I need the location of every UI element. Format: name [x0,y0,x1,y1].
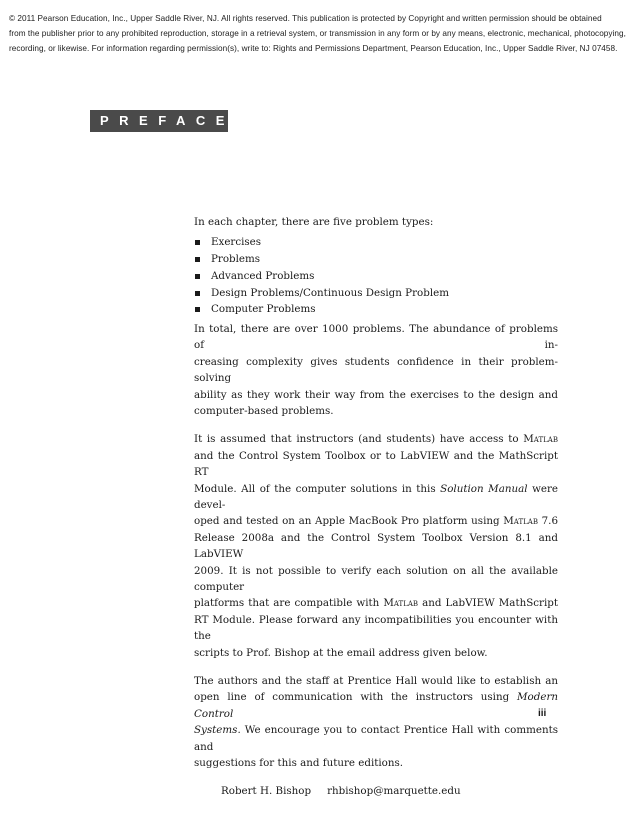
intro-text: In each chapter, there are five problem types: [194,216,434,228]
text-span: and LabVIEW MathScript [418,597,558,610]
text-line: creasing complexity gives students confidence in their problem-solving [194,355,558,385]
text-span: 7.6 [537,515,558,528]
text-line: RT Module. Please forward any incompatibilities you encounter with the [194,613,558,643]
list-item [194,285,558,302]
copyright-line: recording, or likewise. For information regarding permission(s), write to: Rights and Permissions Department, Pearson Education, Inc., Upper Saddle River, NJ 07458. [9,44,618,53]
text-span: . We encourage you to contact Prentice Hall with comments and [194,724,558,753]
author-signature [194,783,558,799]
text-line: In total, there are over 1000 problems. The abundance of problems of in- [194,322,558,352]
list-item-label: Advanced Problems [211,269,315,282]
copyright-line: from the publisher prior to any prohibited reproduction, storage in a retrieval system, or transmission in any form or by any means, electronic, mechanical, photocopying, [9,29,626,38]
bullet-square-icon [195,257,200,262]
text-span: Module. All of the computer solutions in this [194,482,441,495]
matlab-name: Matlab [383,597,419,610]
software-paragraph [194,431,558,661]
matlab-name: Matlab [523,433,558,446]
text-span: oped and tested on an Apple MacBook Pro platform using [194,515,504,528]
preface-body [194,214,558,800]
text-line: and the Control System Toolbox or to LabVIEW and the MathScript RT [194,449,558,479]
author-email: rhbishop@marquette.edu [327,785,461,798]
solution-manual-title: Solution Manual [440,482,528,495]
text-line: The authors and the staff at Prentice Hall would like to establish an [194,675,558,688]
contact-paragraph [194,673,558,771]
text-line [194,431,558,447]
text-line [194,513,558,529]
text-span: open line of communication with the instructors using [194,691,518,704]
book-title: Systems [194,724,238,737]
list-item-label: Design Problems/Continuous Design Problem [211,286,449,299]
matlab-name: Matlab [503,515,538,528]
text-line: scripts to Prof. Bishop at the email address given below. [194,646,488,659]
copyright-line: © 2011 Pearson Education, Inc., Upper Saddle River, NJ. All rights reserved. This publication is protected by Copyright and written permission should be obtained [9,14,602,23]
list-item-label: Exercises [211,236,262,249]
list-item-label: Computer Problems [211,303,316,316]
list-item [194,301,558,318]
text-line [194,722,558,755]
author-name: Robert H. Bishop [221,785,312,798]
list-item [194,268,558,285]
text-line: ability as they work their way from the exercises to the design and [194,388,558,401]
text-span: were devel- [194,482,558,511]
bullet-square-icon [195,274,200,279]
bullet-square-icon [195,307,200,312]
bullet-square-icon [195,240,200,245]
text-line [194,481,558,514]
book-title: Modern Control [194,691,558,720]
text-span: platforms that are compatible with [194,597,384,610]
text-line [194,689,558,722]
page-number: iii [538,708,547,719]
list-item [194,251,558,268]
list-item-label: Problems [211,253,261,266]
chapter-title-bar: PREFACE [90,110,228,132]
text-line: suggestions for this and future editions. [194,757,404,770]
text-line: Release 2008a and the Control System Toolbox Version 8.1 and LabVIEW [194,531,558,561]
problem-type-list [194,234,558,318]
text-span: It is assumed that instructors (and students) have access to [194,433,524,446]
text-line: 2009. It is not possible to verify each solution on all the available computer [194,564,558,594]
text-line: computer-based problems. [194,404,334,417]
text-line [194,595,558,611]
problem-count-paragraph [194,321,558,419]
bullet-square-icon [195,291,200,296]
list-item [194,234,558,251]
copyright-notice [9,11,633,56]
